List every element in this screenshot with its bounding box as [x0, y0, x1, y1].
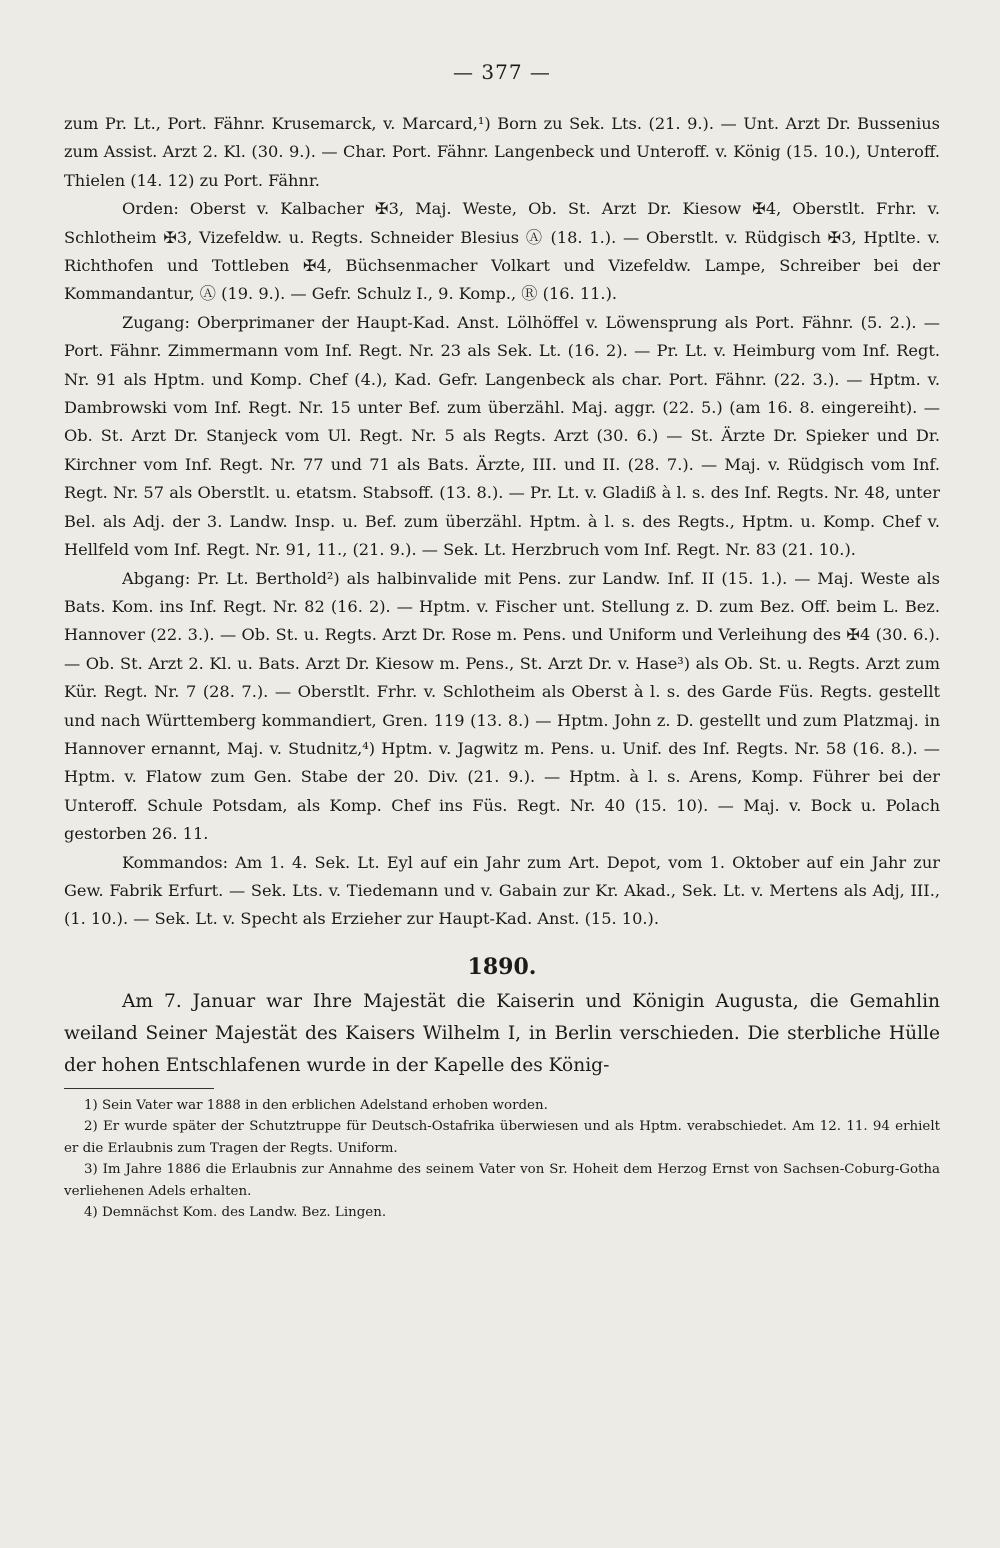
paragraph-orden: Orden: Oberst v. Kalbacher ✠3, Maj. Weste, Ob. St. Arzt Dr. Kiesow ✠4, Oberstlt. Frhr. v. Schlotheim ✠3, Vizefeldw. u. Regts. Schneider Blesius Ⓐ (18. 1.). — Oberstlt. v. Rüdgisch ✠3, Hptlte. v. Richthofen und Tottleben ✠4, Büchsenmacher Volkart und Vizefeldw. Lampe, Schreiber bei der Kommandantur, Ⓐ (19. 9.). — Gefr. Schulz I., 9. Komp., Ⓡ (16. 11.). [64, 199, 940, 304]
footnote-divider [64, 1088, 214, 1089]
footnote-4: 4) Demnächst Kom. des Landw. Bez. Lingen. [84, 1205, 387, 1221]
paragraph-continuation: zum Pr. Lt., Port. Fähnr. Krusemarck, v. Marcard,¹) Born zu Sek. Lts. (21. 9.). — Unt. Arzt Dr. Bussenius zum Assist. Arzt 2. Kl. (30. 9.). — Char. Port. Fähnr. Langenbeck und Unteroff. v. König (15. 10.), Unteroff. Thielen (14. 12) zu Port. Fähnr. [64, 114, 940, 190]
paragraph-kommandos: Kommandos: Am 1. 4. Sek. Lt. Eyl auf ein Jahr zum Art. Depot, vom 1. Oktober auf ein Jahr zur Gew. Fabrik Erfurt. — Sek. Lts. v. Tiedemann und v. Gabain zur Kr. Akad., Sek. Lt. v. Mertens als Adj, III., (1. 10.). — Sek. Lt. v. Specht als Erzieher zur Haupt-Kad. Anst. (15. 10.). [64, 852, 940, 929]
page-number: — 377 — [453, 60, 551, 84]
paragraph-zugang: Zugang: Oberprimaner der Haupt-Kad. Anst. Lölhöffel v. Löwensprung als Port. Fähnr. (5. 2.). — Port. Fähnr. Zimmermann vom Inf. Regt. Nr. 23 als Sek. Lt. (16. 2). — Pr. Lt. v. Heimburg vom Inf. Regt. Nr. 91 als Hptm. und Komp. Chef (4.), Kad. Gefr. Langenbeck als char. Port. Fähnr. (22. 3.). — Hptm. v. Dambrowski vom Inf. Regt. Nr. 15 unter Bef. zum überzähl. Maj. aggr. (22. 5.) (am 16. 8. eingereiht). — Ob. St. Arzt Dr. Stanjeck vom Ul. Regt. Nr. 5 als Regts. Arzt (30. 6.) — St. Ärzte Dr. Spieker und Dr. Kirchner vom Inf. Regt. Nr. 77 und 71 als Bats. Ärzte, III. und II. (28. 7.). — Maj. v. Rüdgisch vom Inf. Regt. Nr. 57 als Oberstlt. u. etatsm. Stabsoff. (13. 8.). — Pr. Lt. v. Gladiß à l. s. des Inf. Regts. Nr. 48, unter Bel. als Adj. der 3. Landw. Insp. u. Bef. zum überzähl. Hptm. à l. s. des Regts., Hptm. u. Komp. Chef v. Hellfeld vom Inf. Regt. Nr. 91, 11., (21. 9.). — Sek. Lt. Herzbruch vom Inf. Regt. Nr. 83 (21. 10.). [64, 312, 940, 560]
closing-paragraph: Am 7. Januar war Ihre Majestät die Kaiserin und Königin Augusta, die Gemahlin weiland Seiner Majestät des Kaisers Wilhelm I, in Berlin verschieden. Die sterbliche Hülle der hohen Entschlafenen wurde in der Kapelle des König- [64, 990, 940, 1076]
closing-text-block [64, 986, 940, 1082]
paragraph-abgang: Abgang: Pr. Lt. Berthold²) als halbinvalide mit Pens. zur Landw. Inf. II (15. 1.). — Maj. Weste als Bats. Kom. ins Inf. Regt. Nr. 82 (16. 2). — Hptm. v. Fischer unt. Stellung z. D. zum Bez. Off. beim L. Bez. Hannover (22. 3.). — Ob. St. u. Regts. Arzt Dr. Rose m. Pens. und Uniform und Verleihung des ✠4 (30. 6.). — Ob. St. Arzt 2. Kl. u. Bats. Arzt Dr. Kiesow m. Pens., St. Arzt Dr. v. Hase³) als Ob. St. u. Regts. Arzt zum Kür. Regt. Nr. 7 (28. 7.). — Oberstlt. Frhr. v. Schlotheim als Oberst à l. s. des Garde Füs. Regts. gestellt und nach Württemberg kommandiert, Gren. 119 (13. 8.) — Hptm. John z. D. gestellt und zum Platzmaj. in Hannover ernannt, Maj. v. Studnitz,⁴) Hptm. v. Jagwitz m. Pens. u. Unif. des Inf. Regts. Nr. 58 (16. 8.). — Hptm. v. Flatow zum Gen. Stabe der 20. Div. (21. 9.). — Hptm. à l. s. Arens, Komp. Führer bei der Unteroff. Schule Potsdam, als Komp. Chef ins Füs. Regt. Nr. 40 (15. 10). — Maj. v. Bock u. Polach gestorben 26. 11. [64, 568, 940, 844]
footnote-3: 3) Im Jahre 1886 die Erlaubnis zur Annahme des seinem Vater von Sr. Hoheit dem Herzog Ernst von Sachsen-Coburg-Gotha verliehenen Adels erhalten. [64, 1162, 940, 1199]
footnotes [64, 1095, 940, 1224]
footnote-1: 1) Sein Vater war 1888 in den erblichen Adelstand erhoben worden. [84, 1097, 548, 1113]
footnote-2: 2) Er wurde später der Schutztruppe für Deutsch-Ostafrika überwiesen und als Hptm. verabschiedet. Am 12. 11. 94 erhielt er die Erlaubnis zum Tragen der Regts. Uniform. [64, 1119, 940, 1156]
body-text [64, 110, 940, 934]
year-heading: 1890. [467, 953, 537, 980]
